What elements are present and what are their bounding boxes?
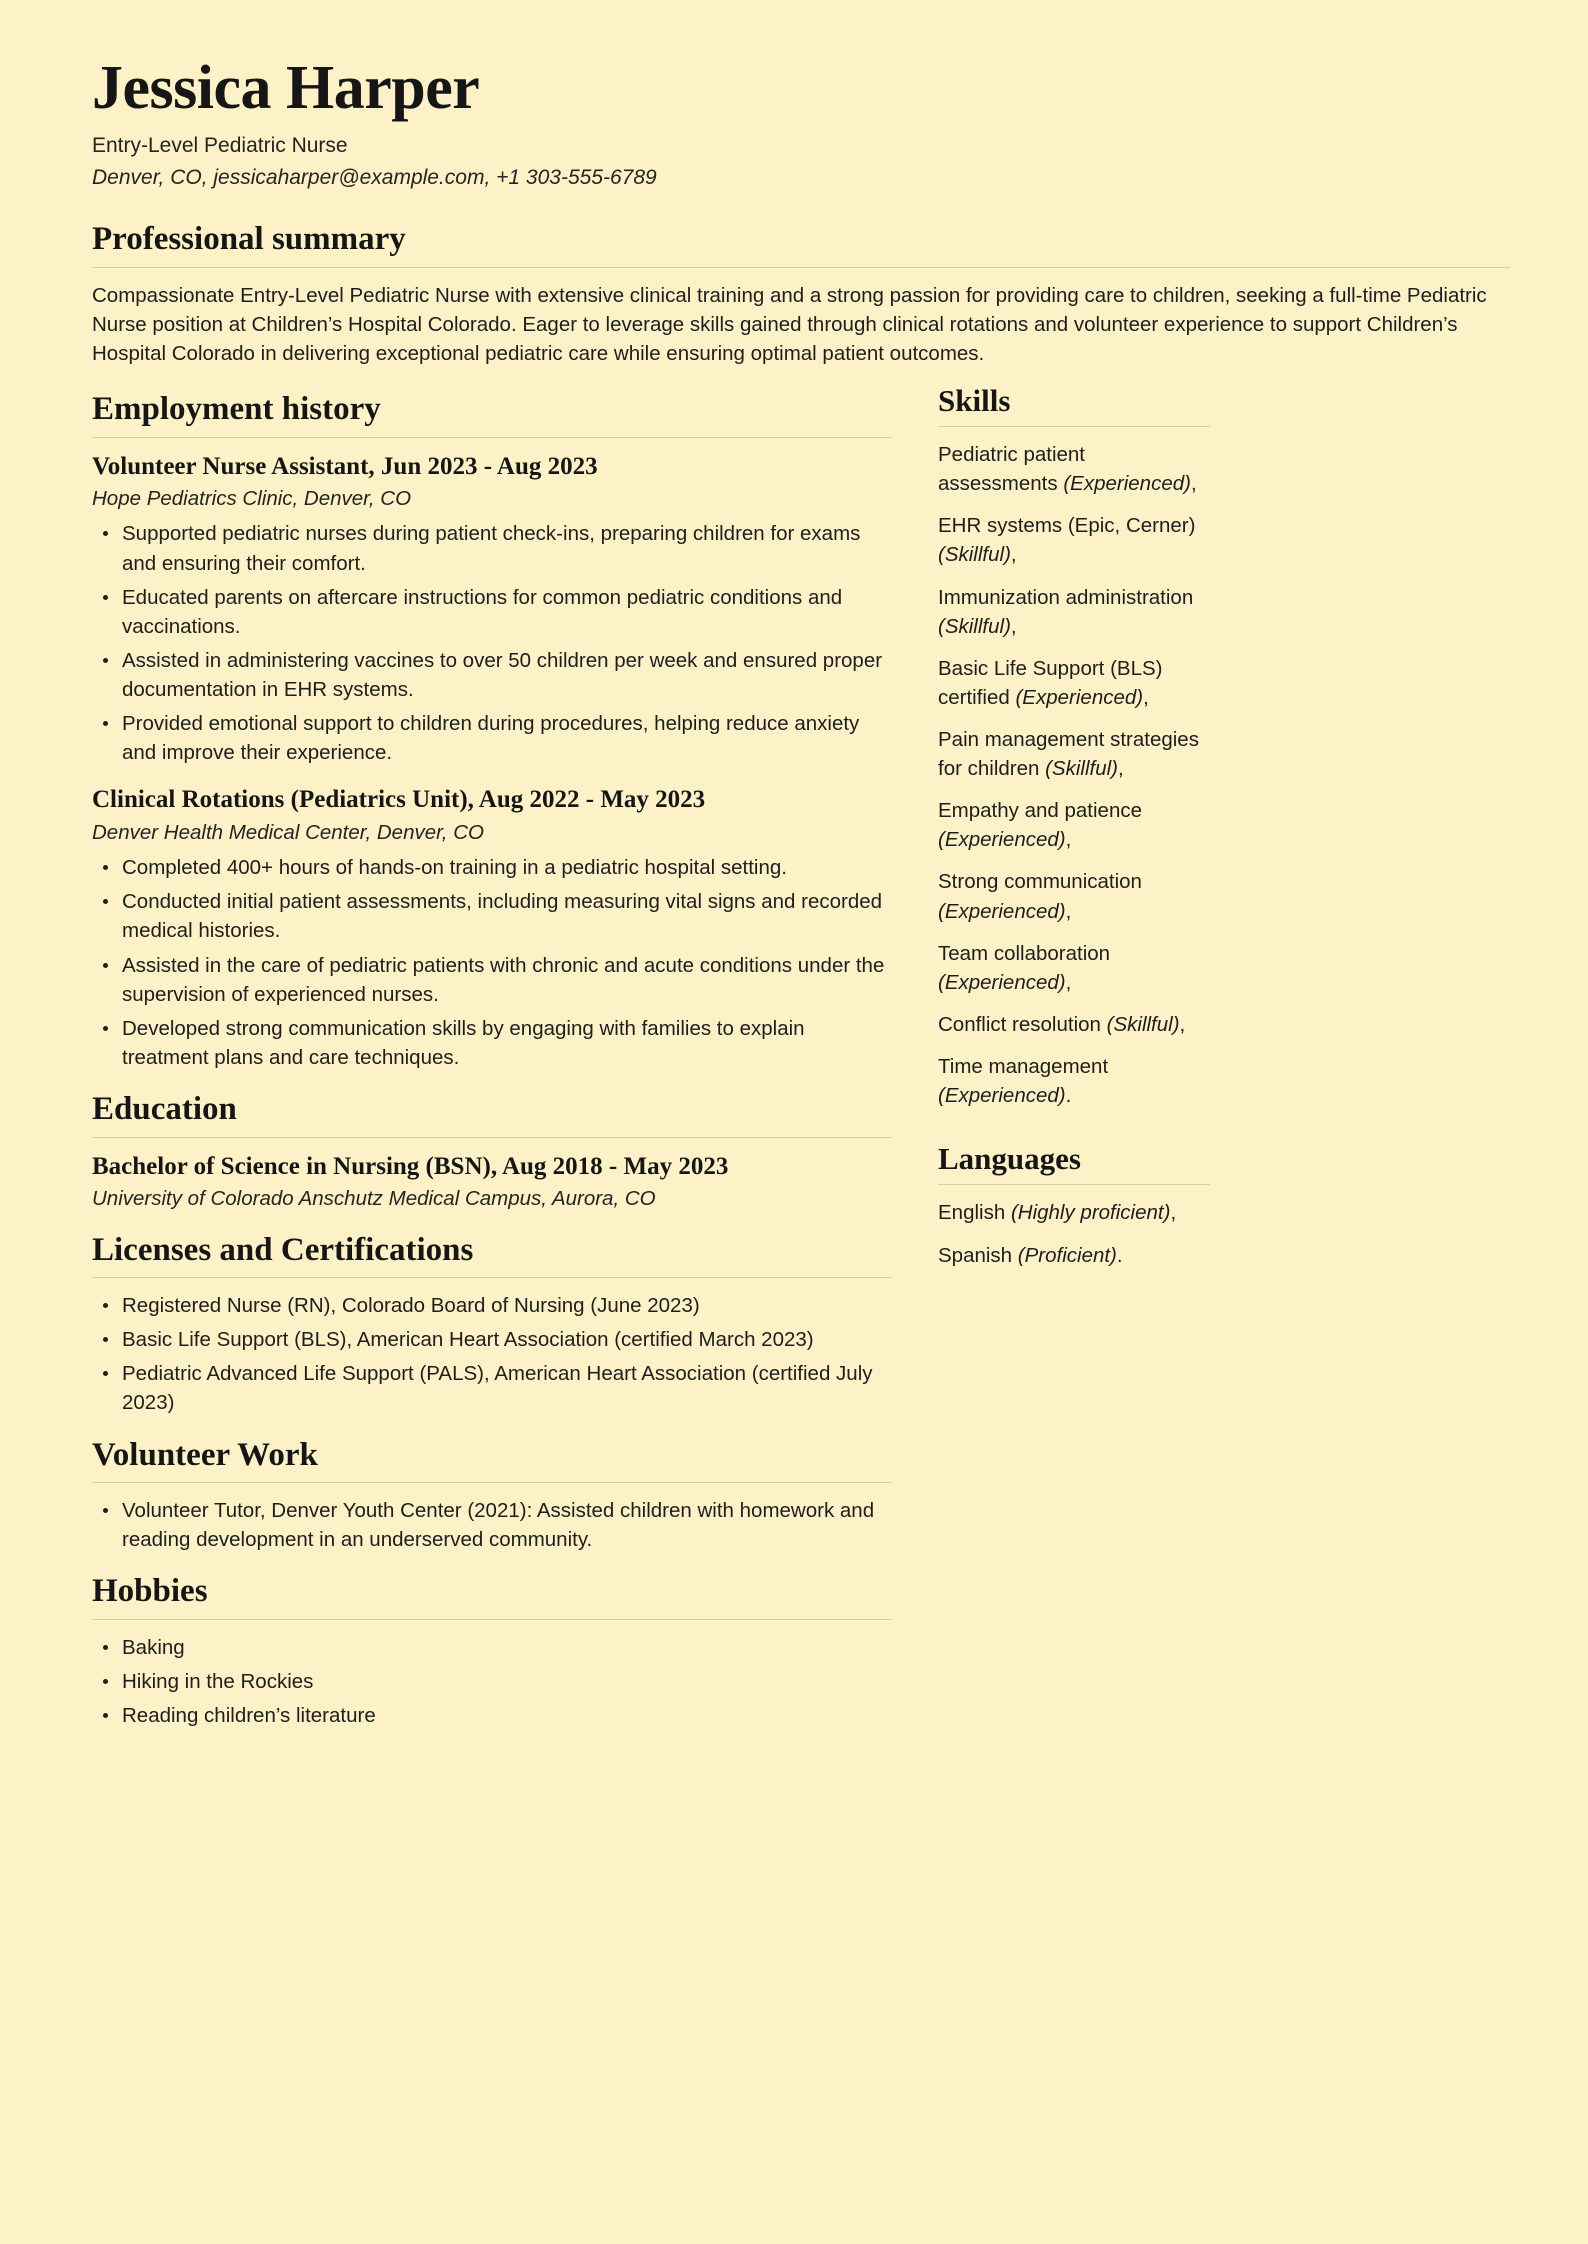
section-divider	[92, 437, 892, 438]
item-name: Time management	[938, 1054, 1109, 1078]
section-divider	[92, 1482, 892, 1483]
list-item: Assisted in the care of pediatric patients with chronic and acute conditions under the supervision of experienced nurses.	[92, 951, 892, 1009]
item-level: (Experienced)	[938, 1084, 1066, 1108]
section-divider	[92, 1137, 892, 1138]
item-name: Empathy and patience	[938, 799, 1142, 823]
list-item: Reading children’s literature	[92, 1701, 892, 1730]
candidate-name: Jessica Harper	[92, 54, 480, 122]
section-divider	[92, 1619, 892, 1620]
item-level: (Highly proficient)	[1010, 1201, 1171, 1225]
licenses-list	[92, 1291, 892, 1417]
entry-subtitle: Hope Pediatrics Clinic, Denver, CO	[92, 486, 412, 510]
item-level: (Skillful)	[1106, 1012, 1180, 1036]
list-item: Educated parents on aftercare instructions for common pediatric conditions and vaccinations.	[92, 583, 892, 641]
list-item: Developed strong communication skills by engaging with families to explain treatment plans and care techniques.	[92, 1014, 892, 1072]
list-item: Baking	[92, 1633, 892, 1662]
item-name: Immunization administration	[938, 585, 1194, 609]
item-name: Strong communication	[938, 870, 1142, 894]
section-title-volunteer: Volunteer Work	[92, 1436, 318, 1473]
list-item: Assisted in administering vaccines to over 50 children per week and ensured proper documentation in EHR systems.	[92, 646, 892, 704]
section-divider	[938, 426, 1210, 427]
item-name: Conflict resolution	[938, 1012, 1107, 1036]
section-volunteer-work	[92, 1436, 892, 1555]
list-item: Pediatric patient assessments (Experienced),	[938, 443, 1197, 496]
section-title-education: Education	[92, 1091, 237, 1128]
section-divider	[92, 267, 1510, 268]
candidate-contact: Denver, CO, jessicaharper@example.com, +1 303-555-6789	[92, 166, 657, 190]
hobbies-list	[92, 1633, 892, 1730]
experience-entry	[92, 784, 892, 1072]
section-title-licenses: Licenses and Certifications	[92, 1231, 474, 1268]
section-licenses-certifications	[92, 1231, 892, 1418]
section-title-skills: Skills	[938, 382, 1011, 418]
item-level: (Experienced)	[938, 899, 1066, 923]
section-languages	[938, 1140, 1210, 1269]
languages-list	[938, 1198, 1210, 1269]
item-level: (Skillful)	[1045, 757, 1119, 781]
list-item: Time management (Experienced).	[938, 1054, 1109, 1108]
list-item: English (Highly proficient),	[938, 1201, 1177, 1225]
item-name: Pain management strategies for children	[938, 728, 1199, 781]
section-title-languages: Languages	[938, 1141, 1081, 1177]
item-name: Basic Life Support (BLS) certified	[938, 656, 1163, 709]
section-education	[92, 1090, 892, 1213]
list-item: EHR systems (Epic, Cerner) (Skillful),	[938, 514, 1196, 567]
item-level: (Experienced)	[938, 970, 1066, 994]
sidebar-column	[938, 372, 1210, 1300]
item-name: Pediatric patient assessments	[938, 443, 1086, 496]
item-name: English	[938, 1201, 1011, 1225]
item-level: (Experienced)	[1063, 472, 1191, 496]
list-item: Immunization administration (Skillful),	[938, 585, 1194, 638]
list-item: Conflict resolution (Skillful),	[938, 1012, 1186, 1036]
list-item: Basic Life Support (BLS) certified (Experienced),	[938, 656, 1163, 709]
skills-list	[938, 440, 1210, 1110]
list-item: Team collaboration (Experienced),	[938, 941, 1111, 994]
entry-title: Volunteer Nurse Assistant, Jun 2023 - Aug 2023	[92, 452, 598, 480]
section-divider	[938, 1184, 1210, 1185]
list-item: Completed 400+ hours of hands-on training in a pediatric hospital setting.	[92, 853, 892, 882]
section-professional-summary	[92, 220, 1510, 368]
item-name: Team collaboration	[938, 941, 1111, 965]
item-name: EHR systems (Epic, Cerner)	[938, 514, 1196, 538]
section-title-employment: Employment history	[92, 390, 381, 427]
list-item: Conducted initial patient assessments, including measuring vital signs and recorded medical histories.	[92, 887, 892, 945]
resume-body-columns	[92, 372, 1510, 1735]
summary-text: Compassionate Entry-Level Pediatric Nurse with extensive clinical training and a strong passion for providing care to children, seeking a full-time Pediatric Nurse position at Children’s Hospital Colorado. Eager to leverage skills gained through clinical rotations and volunteer experience to support Children’s Hospital Colorado in delivering exceptional pediatric care while ensuring optimal patient outcomes.	[92, 283, 1487, 365]
section-title-hobbies: Hobbies	[92, 1573, 208, 1610]
item-level: (Proficient)	[1017, 1243, 1117, 1267]
education-entries	[92, 1151, 892, 1213]
volunteer-list	[92, 1496, 892, 1554]
entry-subtitle: Denver Health Medical Center, Denver, CO	[92, 820, 484, 844]
item-level: (Experienced)	[938, 828, 1066, 852]
main-column	[92, 372, 892, 1735]
experience-entry	[92, 451, 892, 768]
list-item: Pain management strategies for children (Skillful),	[938, 728, 1199, 781]
section-hobbies	[92, 1572, 892, 1730]
entry-bullet-list	[92, 519, 892, 767]
list-item: Strong communication (Experienced),	[938, 870, 1142, 923]
item-name: Spanish	[938, 1243, 1018, 1267]
list-item: Volunteer Tutor, Denver Youth Center (2021): Assisted children with homework and reading development in an underserved community.	[92, 1496, 892, 1554]
list-item: Empathy and patience (Experienced),	[938, 799, 1142, 852]
list-item: Spanish (Proficient).	[938, 1243, 1123, 1267]
list-item: Supported pediatric nurses during patient check-ins, preparing children for exams and ensuring their comfort.	[92, 519, 892, 577]
item-level: (Experienced)	[1015, 685, 1144, 709]
item-level: (Skillful)	[938, 543, 1011, 567]
list-item: Pediatric Advanced Life Support (PALS), American Heart Association (certified July 2023)	[92, 1359, 892, 1417]
entry-title: Clinical Rotations (Pediatrics Unit), Aug 2022 - May 2023	[92, 786, 706, 814]
resume-header	[92, 56, 1510, 190]
section-employment-history	[92, 390, 892, 1072]
list-item: Hiking in the Rockies	[92, 1667, 892, 1696]
section-title-summary: Professional summary	[92, 221, 406, 258]
candidate-headline: Entry-Level Pediatric Nurse	[92, 133, 348, 157]
list-item: Provided emotional support to children during procedures, helping reduce anxiety and improve their experience.	[92, 709, 892, 767]
item-level: (Skillful)	[938, 614, 1011, 638]
entry-title: Bachelor of Science in Nursing (BSN), Aug 2018 - May 2023	[92, 1152, 729, 1180]
employment-entries	[92, 451, 892, 1072]
entry-subtitle: University of Colorado Anschutz Medical Campus, Aurora, CO	[92, 1186, 656, 1210]
experience-entry	[92, 1151, 892, 1213]
list-item: Basic Life Support (BLS), American Heart Association (certified March 2023)	[92, 1325, 892, 1354]
list-item: Registered Nurse (RN), Colorado Board of Nursing (June 2023)	[92, 1291, 892, 1320]
section-skills	[938, 382, 1210, 1110]
section-divider	[92, 1277, 892, 1278]
entry-bullet-list	[92, 853, 892, 1072]
